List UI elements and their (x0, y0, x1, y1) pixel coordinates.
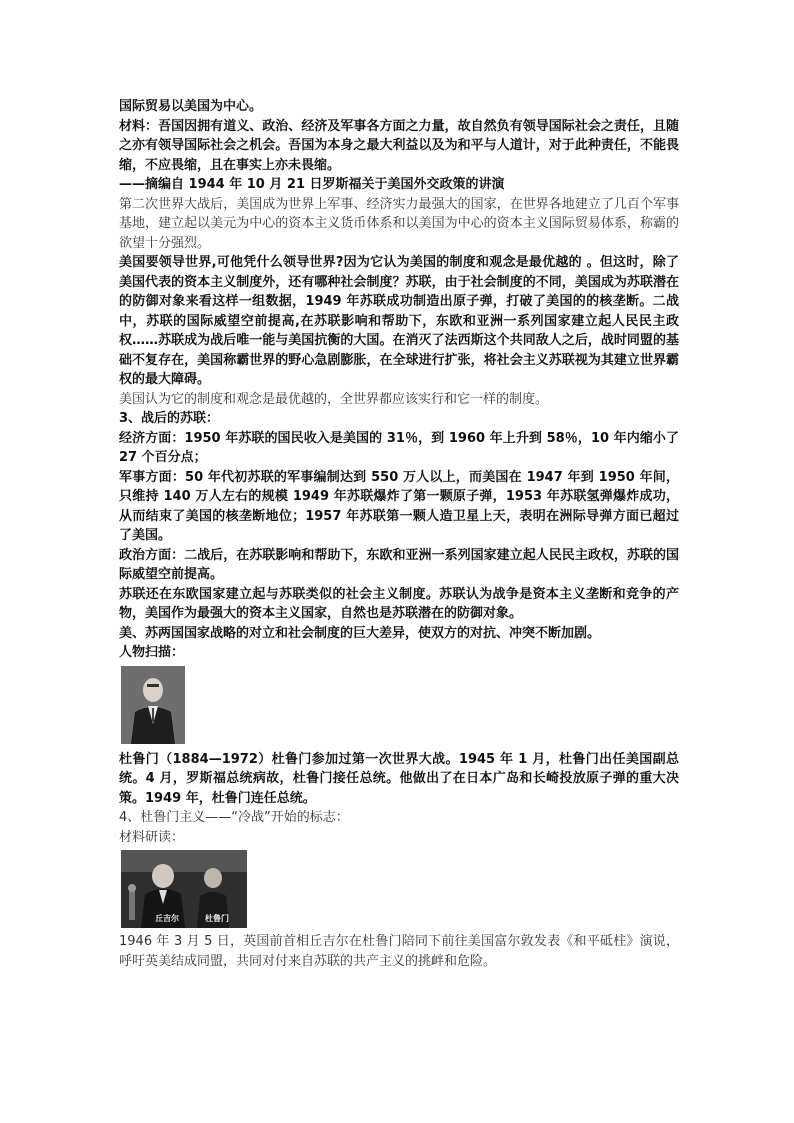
paragraph: 军事方面：50 年代初苏联的军事编制达到 550 万人以上，而美国在 1947 年到 1950 年间，只维持 140 万人左右的规模 1949 年苏联爆炸了第一颗原子弹，1953 年苏联氢弹爆炸成功，从而结束了美国的核垄断地位；1957 年苏联第一颗人造卫星上天，表明在洲际导弹方面已超过了美国。 (119, 469, 679, 543)
paragraph: 经济方面：1950 年苏联的国民收入是美国的 31％，到 1960 年上升到 58％，10 年内缩小了 27 个百分点； (119, 430, 679, 465)
portrait-drawing (121, 666, 185, 744)
paragraph: 第二次世界大战后，美国成为世界上军事、经济实力最强大的国家，在世界各地建立了几百个军事基地，建立起以美元为中心的资本主义货币体系和以美国为中心的资本主义国际贸易体系，称霸的欲望十分强烈。 (119, 196, 679, 251)
section-heading: 3、战后的苏联： (119, 411, 220, 426)
truman-portrait-image (121, 666, 185, 744)
paragraph: 国际贸易以美国为中心。 (119, 99, 263, 114)
photo-caption-left: 丘吉尔 (155, 914, 179, 923)
paragraph: 1946 年 3 月 5 日，英国前首相丘吉尔在杜鲁门陪同下前往美国富尔敦发表《和平砥柱》演说，呼吁英美结成同盟，共同对付来自苏联的共产主义的挑衅和危险。 (119, 934, 679, 969)
paragraph: 政治方面：二战后，在苏联影响和帮助下，东欧和亚洲一系列国家建立起人民民主政权，苏联的国际威望空前提高。 (119, 547, 679, 582)
paragraph: ——摘编自 1944 年 10 月 21 日罗斯福关于美国外交政策的讲演 (119, 177, 505, 192)
paragraph: 美、苏两国国家战略的对立和社会制度的巨大差异，使双方的对抗、冲突不断加剧。 (119, 625, 601, 641)
paragraph: 材料研读： (119, 829, 185, 845)
paragraph: 美国要领导世界,可他凭什么领导世界?因为它认为美国的制度和观念是最优越的 。但这时，除了美国代表的资本主义制度外，还有哪种社会制度？苏联，由于社会制度的不同，美国成为苏联潜在的防御对象来看这样一组数据，1949 年苏联成功制造出原子弹，打破了美国的的核垄断。二战中，苏联的国际威望空前提高,在苏联影响和帮助下，东欧和亚洲一系列国家建立起人民民主政权……苏联成为战后唯一能与美国抗衡的大国。在消灭了法西斯这个共同敌人之后，战时同盟的基础不复存在，美国称霸世界的野心急剧膨胀，在全球进行扩张，将社会主义苏联视为其建立世界霸权的最大障碍。 (119, 255, 679, 387)
paragraph: 材料：吾国因拥有道义、政治、经济及军事各方面之力量，故自然负有领导国际社会之责任，且随之亦有领导国际社会之机会。吾国为本身之最大利益以及为和平与人道计，对于此种责任，不能畏缩，不应畏缩，且在事实上亦未畏缩。 (119, 118, 679, 173)
churchill-truman-photo (121, 850, 247, 928)
paragraph: 美国认为它的制度和观念是最优越的，全世界都应该实行和它一样的制度。 (119, 391, 549, 407)
section-heading: 4、杜鲁门主义——“冷战”开始的标志： (119, 810, 349, 825)
paragraph: 杜鲁门（1884—1972）杜鲁门参加过第一次世界大战。1945 年 1 月，杜鲁门出任美国副总统。4 月，罗斯福总统病故，杜鲁门接任总统。他做出了在日本广岛和长崎投放原子弹的重大决策。1949 年，杜鲁门连任总统。 (119, 751, 679, 806)
photo-caption-right: 杜鲁门 (205, 914, 229, 923)
paragraph: 苏联还在东欧国家建立起与苏联类似的社会主义制度。苏联认为战争是资本主义垄断和竞争的产物，美国作为最强大的资本主义国家，自然也是苏联潜在的防御对象。 (119, 586, 679, 621)
section-heading: 人物扫描： (119, 645, 185, 660)
document-content (119, 97, 679, 971)
